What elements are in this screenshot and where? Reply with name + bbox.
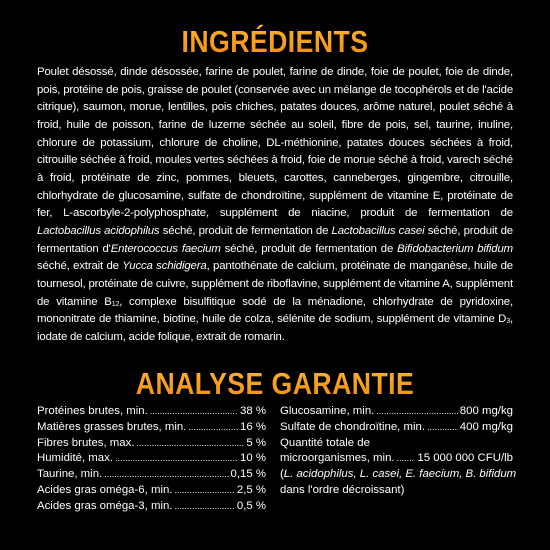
analysis-label: Protéines brutes, min. (37, 405, 148, 417)
leader-dots (397, 451, 416, 467)
analysis-value: 800 mg/kg (459, 405, 513, 417)
analysis-row-chondroitine (280, 420, 513, 436)
ingredients-part-1: Poulet désossé, dinde désossée, farine de poulet, farine de dinde, foie de poulet, foie de dinde, pois, protéine de pois, graisse de poulet (conservée avec un mélange de tocophérols et de l'acide citrique), saumon, morue, lentilles, pois chiches, patates douces, arôme naturel, poulet séché à froid, huile de poisson, farine de luzerne séchée au soleil, fibre de pois, sel, taurine, inuline, chlorure de potassium, chlorure de choline, DL-méthionine, patates douces séchées à froid, citrouille séchée à froid, moules vertes séchées à froid, foie de morue séché à froid, varech séché à froid, protéinate de zinc, pommes, bleuets, carottes, canneberges, gingembre, citrouille, chlorhydrate de glucosamine, sulfate de chondroïtine, supplément de vitamine E, protéinate de fer, L-ascorbyle-2-polyphosphate, supplément de niacine, produit de fermentation de (37, 66, 513, 220)
analysis-value: 38 % (240, 405, 266, 417)
leader-dots (188, 420, 238, 436)
leader-dots (376, 404, 457, 420)
species-yucca-schidigera: Yucca schidigera (122, 260, 207, 273)
ingredients-part-5: séché, extrait de (37, 260, 123, 273)
analysis-value: 16 % (240, 420, 266, 433)
analysis-label: Acides gras oméga-6, min. (37, 483, 173, 496)
microorganisms-order-note: dans l'ordre décroissant) (280, 483, 405, 496)
ingredients-part-6: , pantothénate de calcium, protéinate de manganèse, huile de tournesol, protéinate de cuivre, supplément de riboflavine, supplément de vitamine A, supplément de vitamine B (37, 260, 513, 308)
analysis-row (37, 467, 266, 483)
analysis-row (37, 420, 266, 436)
species-enterococcus-faecium: Enterococcus faecium (110, 242, 221, 255)
ingredients-text (37, 64, 513, 347)
analysis-label: Matières grasses brutes, min. (37, 420, 187, 433)
ingredients-part-8: , iodate de calcium, acide folique, extrait de romarin. (37, 313, 513, 343)
analysis-value: 2,5 % (236, 483, 266, 496)
analysis-row (37, 436, 266, 452)
species-bifidobacterium-bifidum: Bifidobacterium bifidum (397, 242, 513, 255)
analysis-label: Humidité, max. (37, 452, 113, 465)
ingredients-heading: INGRÉDIENTS (39, 24, 512, 60)
analysis-label: Sulfate de chondroïtine, min. (280, 420, 426, 433)
leader-dots (427, 420, 458, 436)
leader-dots (174, 499, 234, 515)
analysis-row (37, 499, 266, 515)
analysis-value: 0,5 % (236, 499, 266, 512)
species-lactobacillus-casei: Lactobacillus casei (331, 224, 425, 237)
leader-dots (136, 436, 244, 452)
analysis-row (37, 483, 266, 499)
analysis-label: Acides gras oméga-3, min. (37, 499, 173, 512)
analysis-value: 10 % (240, 452, 266, 465)
analysis-label: Taurine, min. (37, 468, 103, 481)
analysis-left-column (37, 404, 266, 515)
leader-dots (104, 467, 228, 483)
microorganisms-species: (L. acidophilus, L. casei, E. faecium, B. bifidum (280, 468, 517, 481)
species-lactobacillus-acidophilus: Lactobacillus acidophilus (37, 224, 160, 237)
species-list: L. acidophilus, L. casei, E. faecium, B. bifidum (283, 468, 517, 481)
analysis-row-microorganisms (280, 451, 513, 467)
analysis-label: microorganismes, min. (280, 452, 395, 465)
analysis-value: 5 % (246, 436, 266, 449)
subscript-3: 3 (506, 318, 510, 326)
ingredients-part-7: , complexe bisulfitique sodé de la ménadione, chlorhydrate de pyridoxine, mononitrate de thiamine, biotine, huile de colza, sélénite de sodium, supplément de vitamine D (37, 295, 513, 326)
analysis-value: 400 mg/kg (459, 420, 513, 433)
analysis-value: 0,15 % (230, 468, 266, 481)
microorganisms-line-1: Quantité totale de (280, 436, 370, 449)
analysis-value: 15 000 000 CFU/lb (417, 452, 513, 465)
ingredients-part-4: séché, produit de fermentation de (220, 242, 398, 255)
analysis-row (37, 451, 266, 467)
analysis-label: Glucosamine, min. (280, 405, 375, 417)
ingredients-part-2: séché, produit de fermentation de (159, 224, 332, 237)
leader-dots (115, 451, 238, 467)
analysis-label: Fibres brutes, max. (37, 436, 135, 449)
analysis-right-column (280, 404, 517, 499)
analysis-row (37, 404, 266, 420)
ingredients-part-3: séché, produit de fermentation d' (37, 224, 513, 255)
leader-dots (150, 404, 238, 420)
analysis-row-glucosamine (280, 404, 513, 420)
subscript-12: 12 (111, 300, 120, 308)
leader-dots (174, 483, 234, 499)
analysis-heading: ANALYSE GARANTIE (39, 366, 512, 402)
